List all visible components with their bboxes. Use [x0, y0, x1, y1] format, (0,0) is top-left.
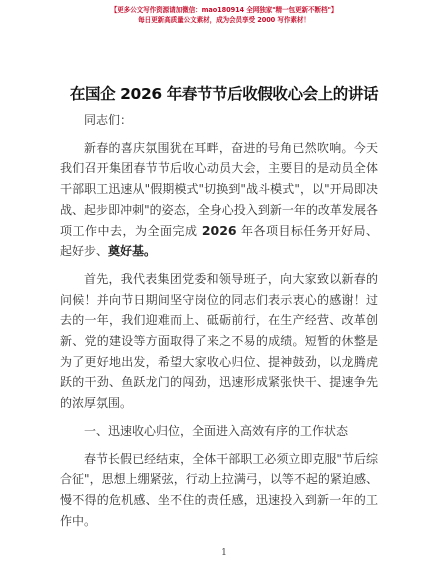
- promo-banner-line-2: 每日更新高质量公文素材，成为会员享受 2000 写作素材！: [138, 16, 310, 24]
- promo-banner-line-1: 【更多公文写作资源请加微信：mao180914 全网独家"精一包更新不断档"】: [110, 6, 338, 14]
- paragraph-1-text: 新春的喜庆氛围犹在耳畔，奋进的号角已然吹响。今天我们召开集团春节节后收心动员大会，主要目的是动员全体干部职工迅速从"假期模式"切换到"战斗模式"，以"开局即决战、起步即冲刺"的姿态，全身心投入到新一年的改革发展各项工作中去，为全面完成: [60, 140, 378, 238]
- paragraph-1-text-continued: 年各项目标任务开好局、起好步、: [60, 223, 378, 259]
- paragraph-3: 春节长假已经结束，全体干部职工必须立即克服"节后综合征"，思想上绷紧弦，行动上拉满弓，以等不起的紧迫感、慢不得的危机感、坐不住的责任感，迅速投入到新一年的工作中。: [60, 451, 378, 528]
- paragraph-1-year: 2026: [201, 222, 237, 238]
- page-number: 1: [221, 548, 227, 558]
- section-heading-1: 一、迅速收心归位，全面进入高效有序的工作状态: [84, 423, 349, 438]
- greeting: 同志们：: [84, 113, 133, 127]
- paragraph-1: [60, 138, 378, 262]
- document-body: [60, 110, 378, 531]
- paragraph-2: 首先，我代表集团党委和领导班子，向大家致以新春的问候！并向节日期间坚守岗位的同志们表示衷心的感谢！过去的一年，我们迎难而上、砥砺前行，在生产经营、改革创新、党的建设等方面取得了来之不易的成绩。短暂的休整是为了更好地出发，希望大家收心归位、提神鼓劲，以龙腾虎跃的干劲、鱼跃龙门的闯劲，迅速形成紧张快干、提速争先的浓厚氛围。: [60, 271, 378, 411]
- paragraph-1-ending: 奠好基。: [108, 244, 157, 259]
- document-title: 在国企 2026 年春节节后收假收心会上的讲话: [69, 85, 379, 103]
